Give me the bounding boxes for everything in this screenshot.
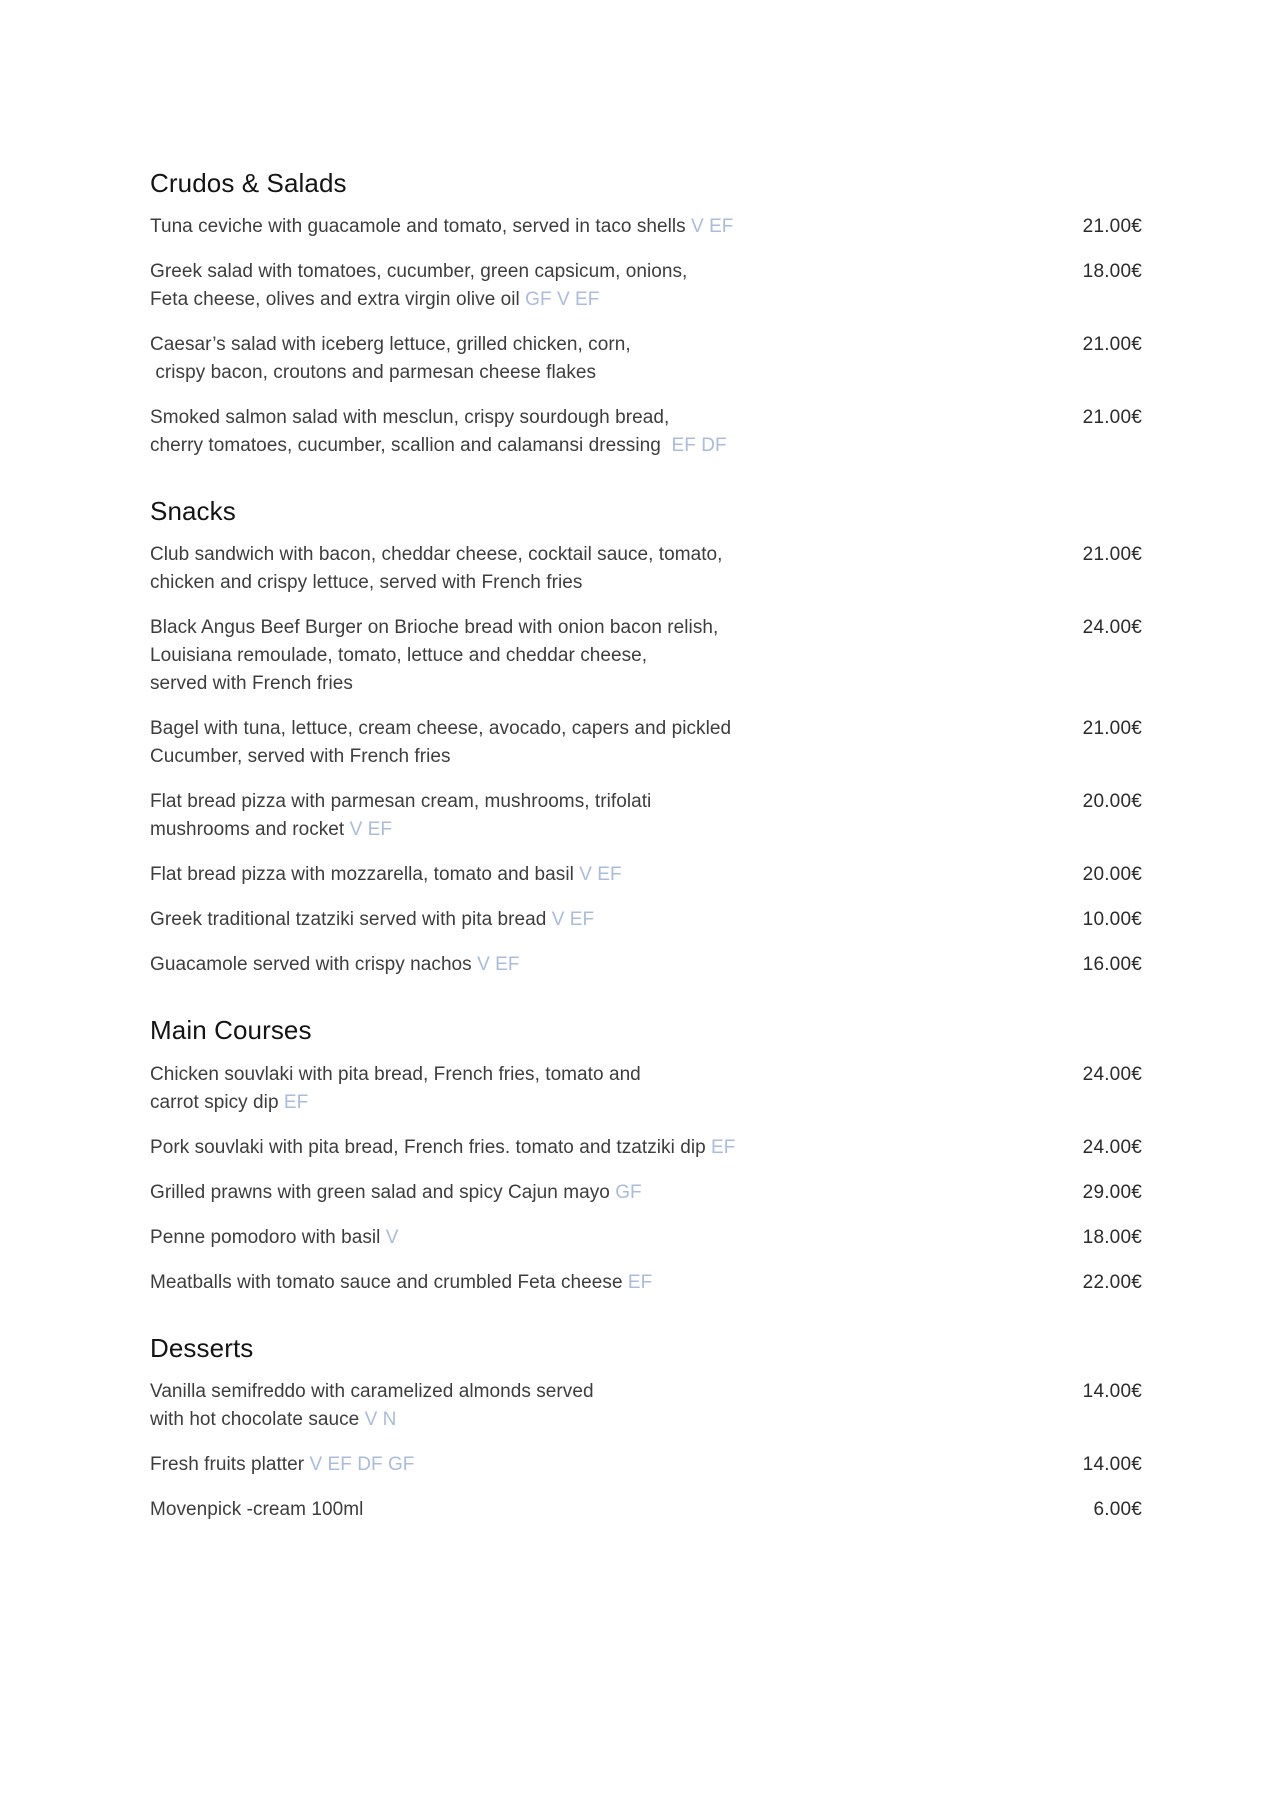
- section-title: Desserts: [150, 1332, 254, 1363]
- menu-item: [150, 1061, 1142, 1117]
- menu-item-description: [150, 213, 733, 241]
- menu-item: [150, 788, 1142, 844]
- dietary-tags: V N: [364, 1408, 397, 1430]
- menu-item-description: [150, 1224, 399, 1252]
- menu-item-description-line: [150, 743, 731, 771]
- description-text: Penne pomodoro with basil: [150, 1226, 386, 1248]
- dietary-tags: EF DF: [671, 435, 727, 457]
- dietary-tags: V EF: [349, 819, 393, 841]
- menu-item-description-line: [150, 213, 733, 241]
- menu-item-price: 10.00€: [1082, 909, 1142, 931]
- menu-item-price: 21.00€: [1082, 407, 1142, 429]
- menu-item-description-line: [150, 906, 594, 934]
- menu-item-price: 16.00€: [1082, 954, 1142, 976]
- description-text: Vanilla semifreddo with caramelized almonds served: [150, 1380, 594, 1402]
- menu-item-price: 22.00€: [1082, 1271, 1142, 1293]
- menu-item: [150, 1224, 1142, 1252]
- menu-section: [150, 496, 1142, 979]
- menu-item-price: 24.00€: [1082, 1136, 1142, 1158]
- description-text: carrot spicy dip: [150, 1091, 284, 1113]
- description-text: Club sandwich with bacon, cheddar cheese, cocktail sauce, tomato,: [150, 544, 723, 566]
- menu-item-description: [150, 1496, 363, 1524]
- description-text: mushrooms and rocket: [150, 819, 350, 841]
- description-text: Cucumber, served with French fries: [150, 746, 451, 768]
- menu-item: [150, 541, 1142, 597]
- menu-item: [150, 213, 1142, 241]
- description-text: Meatballs with tomato sauce and crumbled Feta cheese: [150, 1271, 628, 1293]
- menu-item-description-line: [150, 1134, 735, 1162]
- description-text: Black Angus Beef Burger on Brioche bread with onion bacon relish,: [150, 617, 719, 639]
- menu-item-description-line: [150, 861, 622, 889]
- dietary-tags: EF: [283, 1091, 309, 1113]
- menu-item-description-line: [150, 1089, 641, 1117]
- description-text: Bagel with tuna, lettuce, cream cheese, avocado, capers and pickled: [150, 718, 732, 740]
- description-text: Pork souvlaki with pita bread, French fries. tomato and tzatziki dip: [150, 1136, 712, 1158]
- menu-item-price: 14.00€: [1082, 1453, 1142, 1475]
- menu-item-price: 18.00€: [1082, 1226, 1142, 1248]
- menu-item-description-line: [150, 951, 520, 979]
- menu-item: [150, 1378, 1142, 1434]
- menu-item-description-line: [150, 1451, 414, 1479]
- menu-item-description: [150, 1378, 594, 1434]
- menu-item-price: 24.00€: [1082, 617, 1142, 639]
- menu-item-price: 14.00€: [1082, 1380, 1142, 1402]
- menu-item-description: [150, 951, 520, 979]
- menu-item-list: [150, 213, 1142, 460]
- menu-item-price: 21.00€: [1082, 544, 1142, 566]
- description-text: Tuna ceviche with guacamole and tomato, served in taco shells: [150, 216, 692, 238]
- description-text: Flat bread pizza with parmesan cream, mushrooms, trifolati: [150, 791, 652, 813]
- menu-item-description-line: [150, 569, 723, 597]
- menu-item: [150, 258, 1142, 314]
- menu-item-description-line: [150, 1224, 399, 1252]
- description-text: chicken and crispy lettuce, served with French fries: [150, 572, 583, 594]
- menu-item-list: [150, 1378, 1142, 1524]
- menu-item-description-line: [150, 1378, 594, 1406]
- menu-item-description-line: [150, 432, 727, 460]
- description-text: served with French fries: [150, 673, 353, 695]
- menu-item-description: [150, 715, 731, 771]
- menu-item-price: 20.00€: [1082, 864, 1142, 886]
- menu-item-description: [150, 614, 718, 698]
- dietary-tags: V: [385, 1226, 399, 1248]
- menu-item-description: [150, 541, 723, 597]
- menu-item-price: 21.00€: [1082, 334, 1142, 356]
- menu-item-description-line: [150, 1406, 594, 1434]
- menu-item-description-line: [150, 816, 651, 844]
- menu-item-description-line: [150, 541, 723, 569]
- description-text: Fresh fruits platter: [150, 1453, 310, 1475]
- description-text: Louisiana remoulade, tomato, lettuce and cheddar cheese,: [150, 645, 648, 667]
- menu-item-description-line: [150, 1061, 641, 1089]
- menu-item-description-line: [150, 286, 687, 314]
- description-text: cherry tomatoes, cucumber, scallion and calamansi dressing: [150, 435, 672, 457]
- menu-item: [150, 1496, 1142, 1524]
- description-text: with hot chocolate sauce: [150, 1408, 365, 1430]
- menu-item-description-line: [150, 331, 631, 359]
- menu-item: [150, 614, 1142, 698]
- menu-item-price: 24.00€: [1082, 1063, 1142, 1085]
- menu-item: [150, 1134, 1142, 1162]
- menu-item-description-line: [150, 1179, 642, 1207]
- menu-content: [150, 168, 1142, 1541]
- menu-item-description-line: [150, 614, 718, 642]
- menu-item-description: [150, 404, 727, 460]
- dietary-tags: V EF: [691, 216, 734, 238]
- menu-item-description-line: [150, 642, 718, 670]
- menu-item-description: [150, 906, 594, 934]
- menu-item-description: [150, 258, 687, 314]
- menu-item-description-line: [150, 788, 651, 816]
- menu-item: [150, 404, 1142, 460]
- menu-item-price: 6.00€: [1093, 1498, 1142, 1520]
- menu-item-description: [150, 861, 622, 889]
- description-text: Greek traditional tzatziki served with pita bread: [150, 909, 552, 931]
- menu-item-description-line: [150, 404, 727, 432]
- menu-item: [150, 331, 1142, 387]
- section-title: Main Courses: [150, 1015, 312, 1046]
- dietary-tags: GF V EF: [525, 289, 600, 311]
- menu-item-description: [150, 1134, 735, 1162]
- description-text: Caesar’s salad with iceberg lettuce, grilled chicken, corn,: [150, 334, 631, 356]
- menu-item: [150, 715, 1142, 771]
- description-text: Feta cheese, olives and extra virgin olive oil: [150, 289, 526, 311]
- dietary-tags: V EF DF GF: [309, 1453, 415, 1475]
- menu-item-description-line: [150, 258, 687, 286]
- menu-section: [150, 168, 1142, 460]
- menu-item: [150, 1451, 1142, 1479]
- menu-item-list: [150, 1061, 1142, 1297]
- menu-item: [150, 906, 1142, 934]
- description-text: Guacamole served with crispy nachos: [150, 954, 478, 976]
- section-title: Snacks: [150, 496, 236, 527]
- menu-item-price: 29.00€: [1082, 1181, 1142, 1203]
- menu-item-description-line: [150, 715, 731, 743]
- menu-item-description-line: [150, 1496, 363, 1524]
- dietary-tags: V EF: [477, 954, 520, 976]
- menu-section: [150, 1015, 1142, 1296]
- dietary-tags: EF: [711, 1136, 736, 1158]
- dietary-tags: V EF: [551, 909, 595, 931]
- description-text: Flat bread pizza with mozzarella, tomato and basil: [150, 864, 580, 886]
- description-text: Grilled prawns with green salad and spicy Cajun mayo: [150, 1181, 616, 1203]
- menu-item-list: [150, 541, 1142, 979]
- menu-item-description: [150, 788, 651, 844]
- menu-item-price: 21.00€: [1082, 216, 1142, 238]
- dietary-tags: GF: [615, 1181, 642, 1203]
- menu-item: [150, 1269, 1142, 1297]
- menu-item-description-line: [150, 1269, 652, 1297]
- menu-item-description: [150, 1451, 414, 1479]
- menu-item-description: [150, 331, 631, 387]
- menu-item-price: 21.00€: [1082, 718, 1142, 740]
- menu-item: [150, 861, 1142, 889]
- menu-item: [150, 951, 1142, 979]
- description-text: Movenpick -cream 100ml: [150, 1498, 364, 1520]
- description-text: Chicken souvlaki with pita bread, French fries, tomato and: [150, 1063, 641, 1085]
- description-text: Greek salad with tomatoes, cucumber, green capsicum, onions,: [150, 261, 688, 283]
- menu-item: [150, 1179, 1142, 1207]
- menu-section: [150, 1333, 1142, 1524]
- menu-item-price: 18.00€: [1082, 261, 1142, 283]
- menu-item-description-line: [150, 359, 631, 387]
- menu-item-description-line: [150, 670, 718, 698]
- description-text: Smoked salmon salad with mesclun, crispy sourdough bread,: [150, 407, 670, 429]
- dietary-tags: EF: [627, 1271, 653, 1293]
- description-text: crispy bacon, croutons and parmesan cheese flakes: [150, 362, 597, 384]
- menu-item-description: [150, 1061, 641, 1117]
- section-title: Crudos & Salads: [150, 168, 347, 198]
- menu-item-price: 20.00€: [1082, 791, 1142, 813]
- menu-item-description: [150, 1269, 652, 1297]
- dietary-tags: V EF: [579, 864, 622, 886]
- menu-item-description: [150, 1179, 642, 1207]
